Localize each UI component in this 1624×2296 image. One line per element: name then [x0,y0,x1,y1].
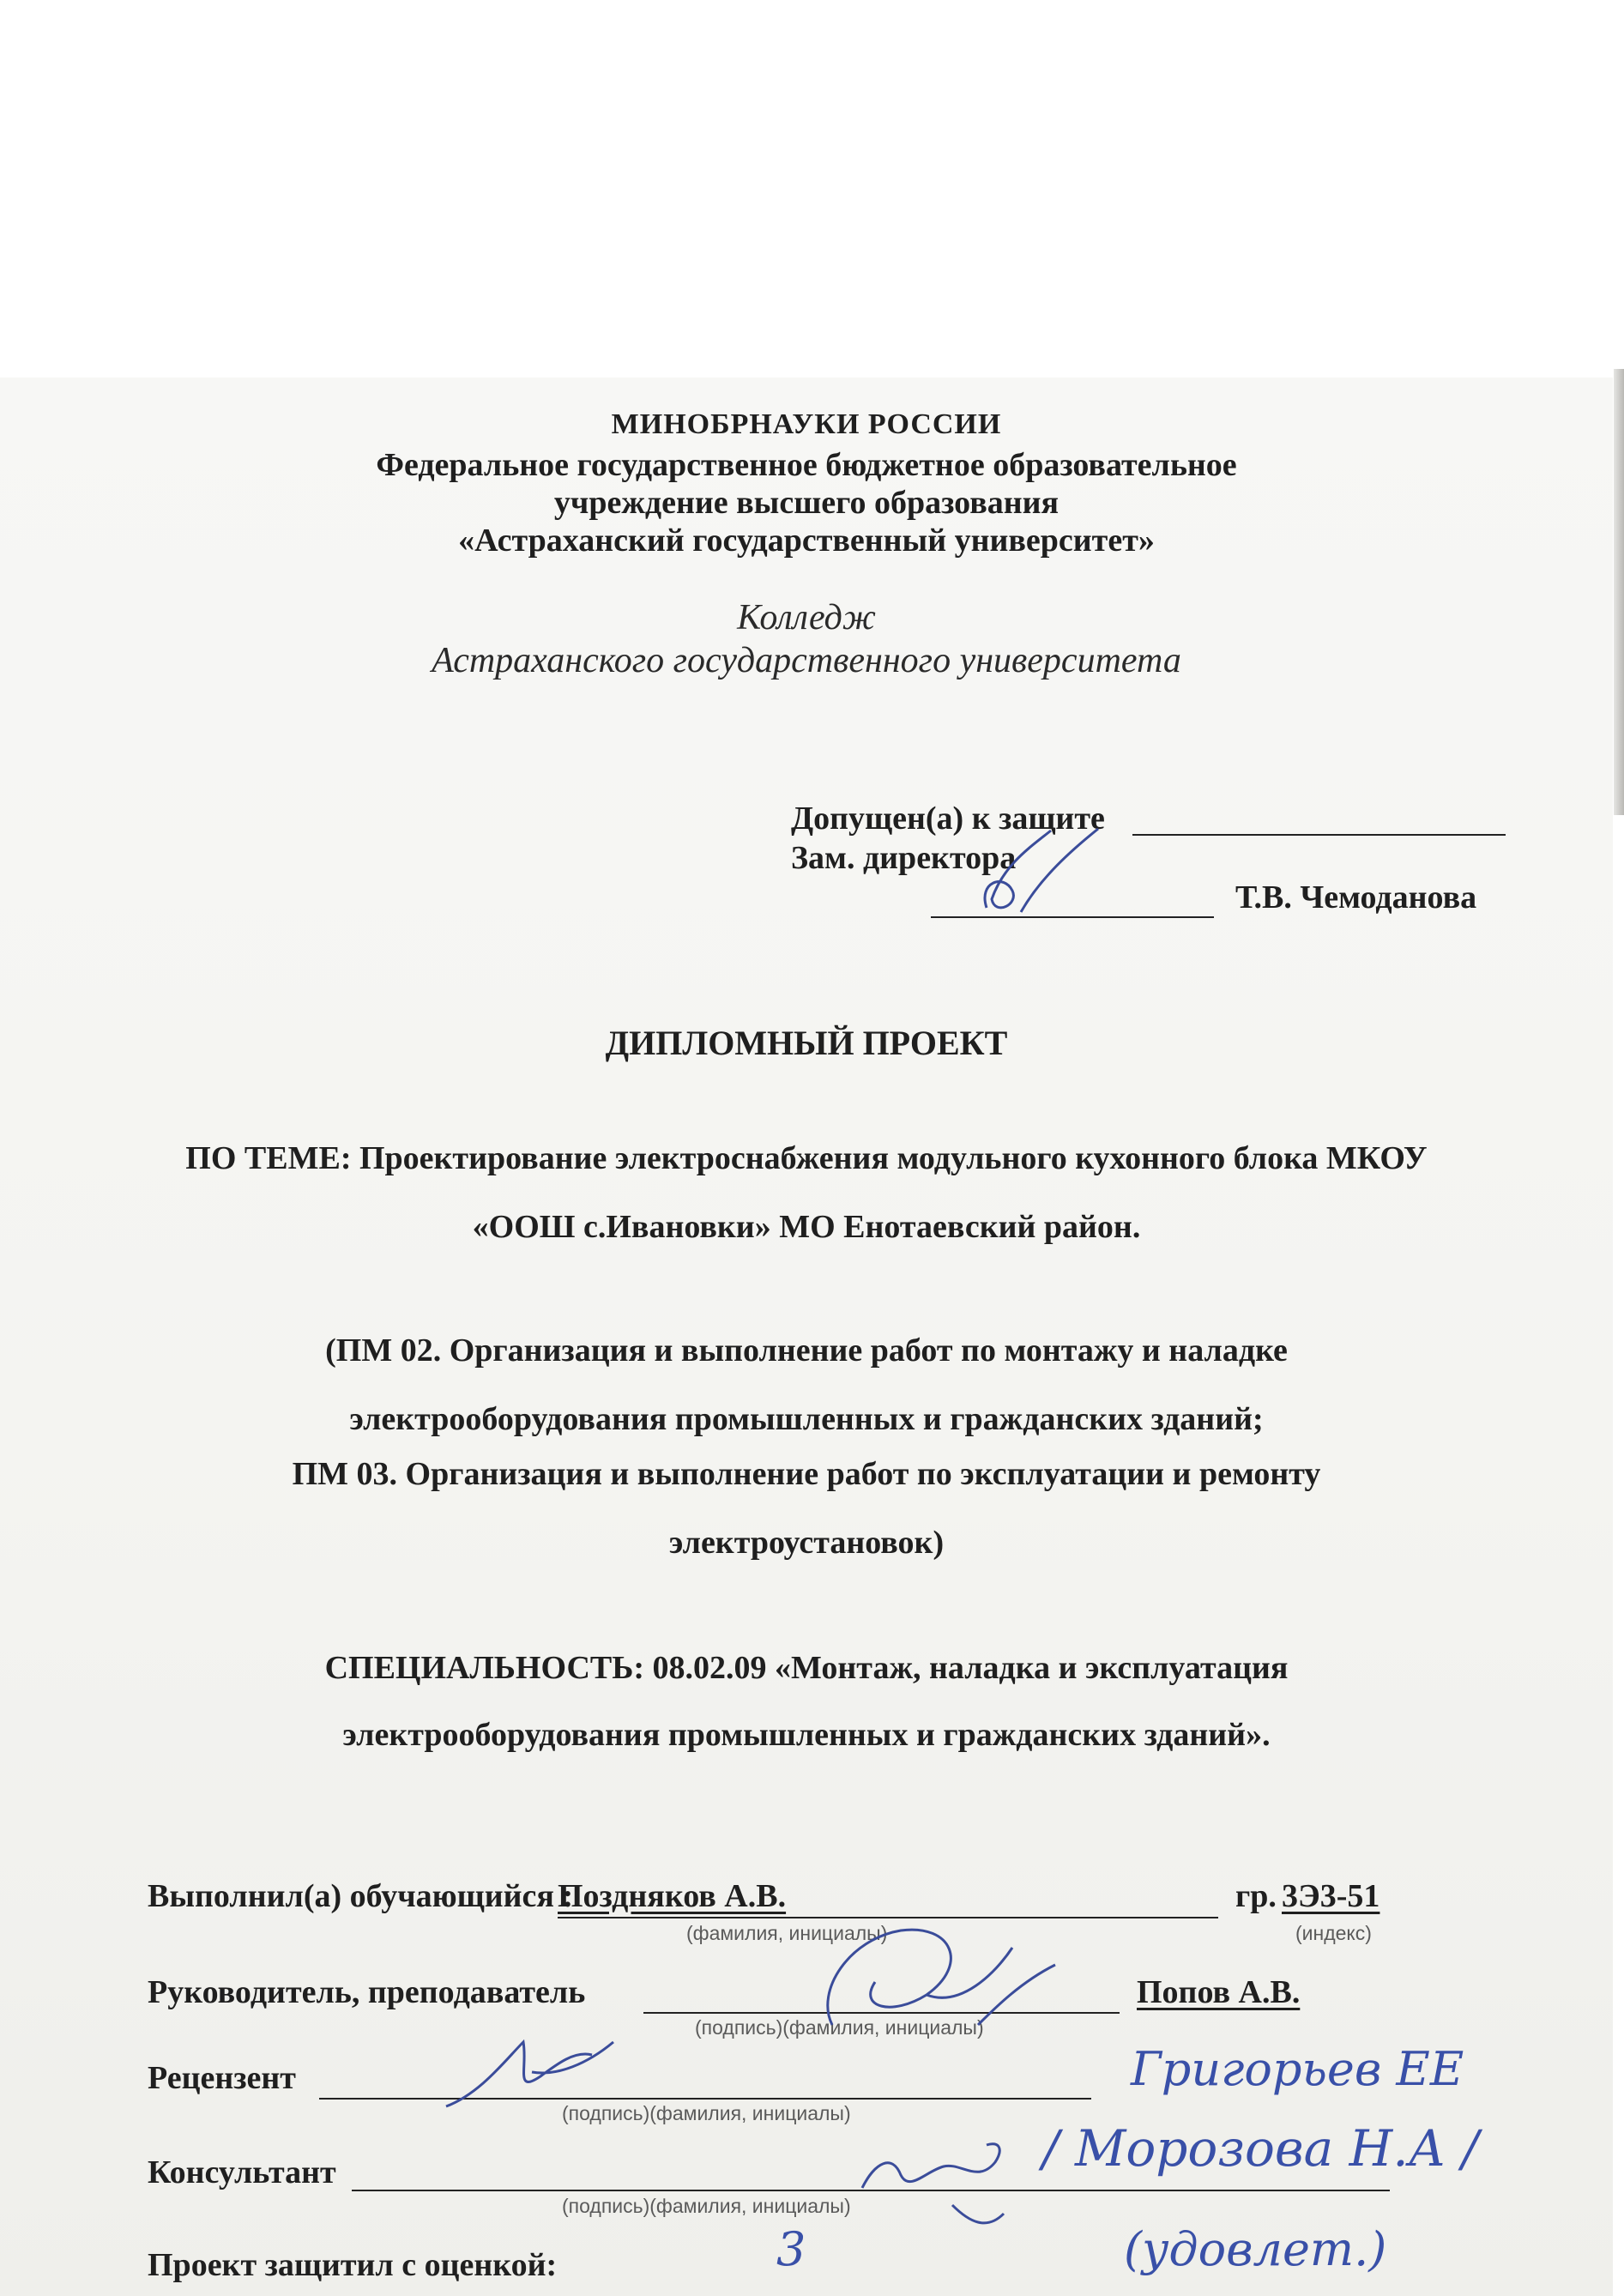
ministry-heading: МИНОБРНАУКИ РОССИИ [611,408,1002,440]
specialty-line-1: СПЕЦИАЛЬНОСТЬ: 08.02.09 «Монтаж, наладка и эксплуатация [324,1650,1289,1686]
topic-line-1: ПО ТЕМЕ: Проектирование электроснабжения модульного кухонного блока МКОУ [185,1140,1428,1176]
reviewer-handwritten-name: Григорьев ЕЕ [1131,2042,1464,2096]
deputy-name: Т.В. Чемоданова [1235,879,1477,915]
institution-line-2: учреждение высшего образования [553,485,1060,521]
consultant-handwritten-name: / Морозова Н.А / [1042,2119,1479,2178]
topic-line-2: «ООШ с.Ивановки» МО Енотаевский район. [472,1209,1141,1245]
admitted-line [1132,834,1506,836]
reviewer-signature [429,2025,626,2119]
group-label: гр. [1235,1878,1277,1914]
paper-edge-shadow [1614,369,1624,815]
modules-line-4: электроустановок) [668,1525,945,1561]
student-name: Поздняков А.В. [558,1878,787,1914]
consultant-label: Консультант [148,2154,336,2190]
college-line-1: Колледж [737,598,876,637]
specialty-line-2: электрооборудования промышленных и гражданских зданий». [342,1717,1271,1753]
modules-line-3: ПМ 03. Организация и выполнение работ по эксплуатации и ремонту [292,1456,1321,1492]
deputy-signature [969,822,1107,925]
reviewer-label: Рецензент [148,2060,296,2096]
consultant-hint: (подпись)(фамилия, инициалы) [562,2195,851,2217]
admitted-label: Допущен(а) к защите [791,801,1105,837]
supervisor-name: Попов А.В. [1137,1974,1301,2010]
grade-word: (удовлет.) [1124,2222,1387,2276]
college-line-2: Астраханского государственного университета [432,641,1181,680]
institution-line-3: «Астраханский государственный университет» [458,523,1155,559]
modules-line-1: (ПМ 02. Организация и выполнение работ по монтажу и наладке [325,1332,1288,1369]
supervisor-label: Руководитель, преподаватель [148,1974,586,2010]
reviewer-hint: (подпись)(фамилия, инициалы) [562,2102,851,2124]
group-value: 3Э3-51 [1282,1878,1380,1914]
institution-line-1: Федеральное государственное бюджетное образовательное [376,447,1237,483]
document-page [0,378,1613,2296]
document-title: ДИПЛОМНЫЙ ПРОЕКТ [605,1024,1008,1062]
deputy-label: Зам. директора [791,840,1017,876]
supervisor-signature [798,1913,1064,2042]
student-label: Выполнил(а) обучающийся : [148,1878,574,1914]
grade-label: Проект защитил с оценкой: [148,2247,558,2283]
grade-value: 3 [776,2222,806,2276]
consultant-signature [849,2111,1021,2239]
student-hint: (фамилия, инициалы) [686,1922,888,1944]
group-hint: (индекс) [1295,1922,1372,1944]
supervisor-hint: (подпись)(фамилия, инициалы) [695,2016,984,2039]
modules-line-2: электрооборудования промышленных и гражданских зданий; [349,1401,1264,1437]
